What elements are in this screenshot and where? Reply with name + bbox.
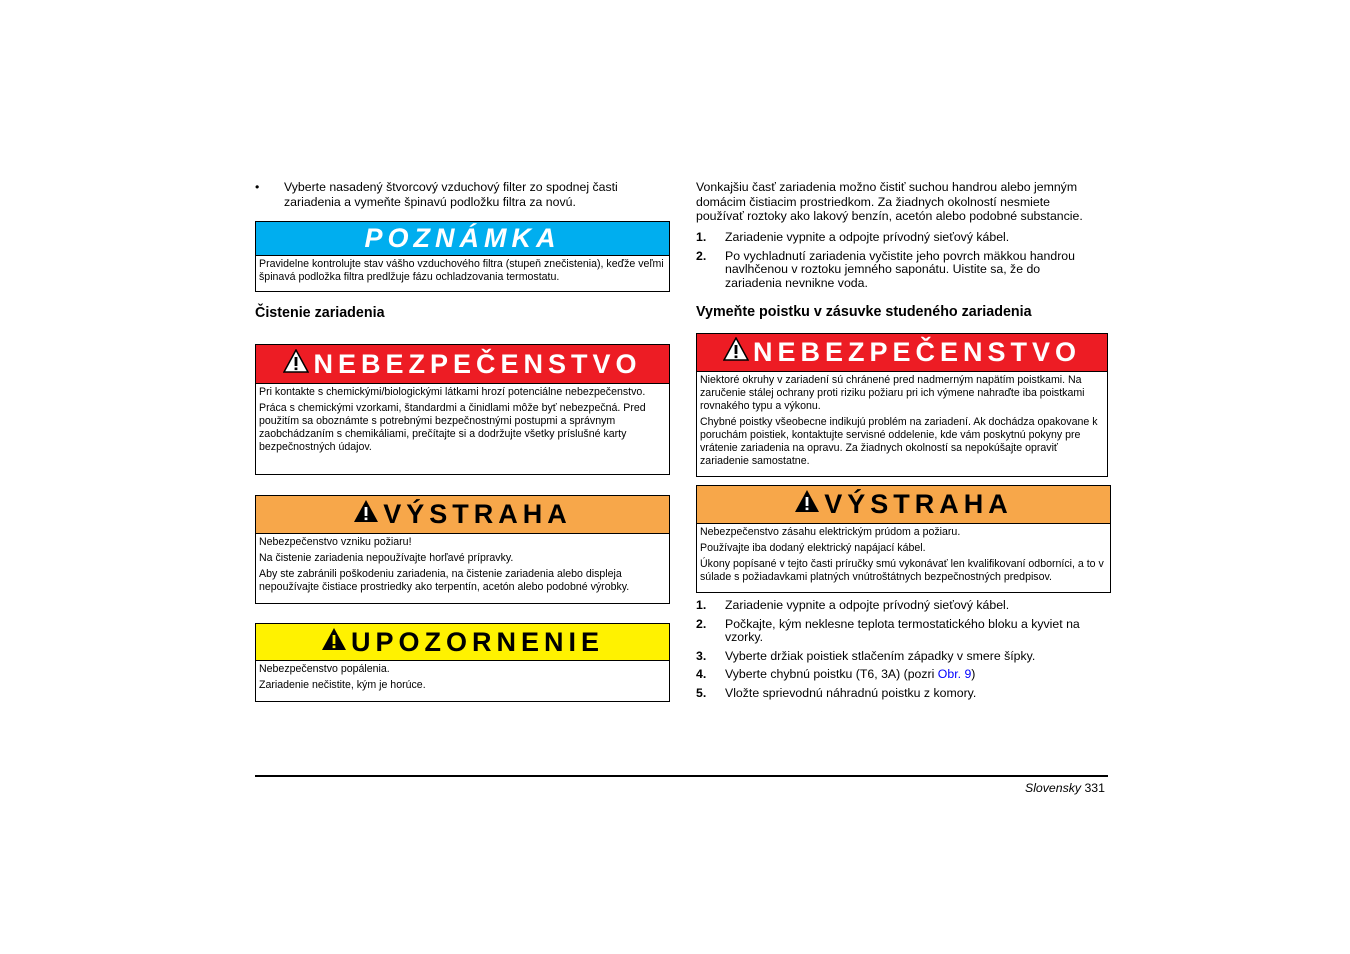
warning-line: Na čistenie zariadenia nepoužívajte horľavé prípravky.	[259, 552, 514, 564]
list-item	[696, 599, 1101, 613]
fuse-steps-list	[696, 599, 1101, 706]
note-title: POZNÁMKA	[256, 222, 669, 256]
caution-line: Zariadenie nečistite, kým je horúce.	[259, 679, 426, 691]
caution-line: Nebezpečenstvo popálenia.	[259, 663, 390, 675]
warning-line: Úkony popísané v tejto časti príručky smú vykonávať len kvalifikovaní odborníci, a to v súlade s požiadavkami platných vnútroštátnych bezpečnostných predpisov.	[700, 558, 1104, 583]
danger-body	[256, 384, 669, 460]
caution-body	[256, 661, 669, 698]
danger-line: Práca s chemickými vzorkami, štandardmi a činidlami môže byť nebezpečná. Pred použitím sa oboznámte s potrebnými bezpečnostnými postupmi a správnym zaobchádzaním s chemikáliami, prečítajte si a dodržujte všetky príslušné karty bezpečnostných údajov.	[259, 402, 646, 453]
list-item	[696, 668, 1101, 682]
bullet-text: Vyberte nasadený štvorcový vzduchový filter zo spodnej časti zariadenia a vymeňte špinavú podložku filtra za novú.	[284, 180, 618, 209]
clean-steps-list	[696, 231, 1101, 295]
list-item	[696, 650, 1101, 664]
step-text: Zariadenie vypnite a odpojte prívodný sieťový kábel.	[725, 230, 1010, 244]
note-line: Pravidelne kontrolujte stav vášho vzduchového filtra (stupeň znečistenia), keďže veľmi špinavá podložka filtra predlžuje fázu ochladzovania termostatu.	[259, 258, 664, 283]
warning-line: Nebezpečenstvo zásahu elektrickým prúdom a požiaru.	[700, 526, 961, 538]
warning-body	[697, 524, 1110, 590]
list-item	[696, 231, 1101, 245]
step-text: Vložte sprievodnú náhradnú poistku z komory.	[725, 685, 977, 700]
page-footer	[1025, 781, 1105, 795]
step-number: 2.	[696, 616, 707, 631]
danger-title: NEBEZPEČENSTVO	[256, 345, 669, 384]
section-heading-fuse: Vymeňte poistku v zásuvke studeného zariadenia	[696, 304, 1032, 320]
footer-language: Slovensky	[1025, 781, 1082, 795]
bullet-symbol: •	[255, 180, 260, 194]
warning-triangle-icon	[794, 489, 820, 520]
caution-title: UPOZORNENIE	[256, 624, 669, 661]
figure-link[interactable]: Obr. 9	[937, 667, 972, 682]
step-text: Po vychladnutí zariadenia vyčistite jeho povrch mäkkou handrou navlhčenou v roztoku jemného saponátu. Uistite sa, že do zariadenia nevnikne voda.	[725, 248, 1075, 290]
warning-triangle-icon	[283, 349, 309, 380]
danger-box	[255, 344, 670, 475]
list-item	[696, 618, 1101, 645]
warning-triangle-icon	[353, 499, 379, 530]
warning-body	[256, 534, 669, 600]
danger-title: NEBEZPEČENSTVO	[697, 334, 1107, 372]
step-number: 2.	[696, 248, 707, 263]
warning-title: VÝSTRAHA	[697, 486, 1110, 524]
step-text: Vyberte držiak poistiek stlačením západky v smere šípky.	[725, 648, 1036, 663]
warning-title: VÝSTRAHA	[256, 496, 669, 534]
step-number: 1.	[696, 598, 707, 612]
step-number: 4.	[696, 667, 707, 682]
page-number: 331	[1084, 781, 1105, 795]
warning-line: Aby ste zabránili poškodeniu zariadenia, na čistenie zariadenia alebo displeja nepoužívajte čistiace prostriedky ako terpentín, acetón alebo podobné výrobky.	[259, 568, 630, 593]
danger-line: Chybné poistky všeobecne indikujú problém na zariadení. Ak dochádza opakovane k poruchám poistiek, kontaktujte servisné oddelenie, kde vám poskytnú pokyny pre vrátenie zariadenia na opravu. Za žiadnych okolností sa nepokúšajte opraviť zariadenie samostatne.	[700, 416, 1098, 467]
danger-line: Niektoré okruhy v zariadení sú chránené pred nadmerným napätím poistkami. Na zaručenie stálej ochrany proti riziku požiaru pri ich výmene nahraďte iba poistkami rovnakého typu a výkonu.	[700, 374, 1085, 412]
list-item	[696, 687, 1101, 701]
warning-triangle-icon	[723, 337, 749, 368]
step-text: Vyberte chybnú poistku (T6, 3A) (pozri Obr. 9)	[725, 667, 976, 682]
section-heading-cleaning: Čistenie zariadenia	[255, 305, 385, 321]
footer-divider	[255, 775, 1108, 777]
caution-box	[255, 623, 670, 702]
step-number: 1.	[696, 230, 707, 244]
step-text: Počkajte, kým neklesne teplota termostatického bloku a kyviet na vzorky.	[725, 616, 1080, 645]
intro-paragraph: Vonkajšiu časť zariadenia možno čistiť suchou handrou alebo jemným domácim čistiacim prostriedkom. Za žiadnych okolností nesmiete používať roztoky ako lakový benzín, acetón alebo podobné substancie.	[696, 180, 1083, 224]
note-box	[255, 221, 670, 292]
step-number: 5.	[696, 685, 707, 700]
danger-box	[696, 333, 1108, 477]
danger-body	[697, 372, 1107, 474]
warning-triangle-icon	[321, 627, 347, 658]
warning-box	[255, 495, 670, 604]
warning-line: Používajte iba dodaný elektrický napájací kábel.	[700, 542, 926, 554]
step-text: Zariadenie vypnite a odpojte prívodný sieťový kábel.	[725, 598, 1010, 612]
note-body	[256, 256, 669, 290]
bullet-item	[255, 180, 654, 209]
step-number: 3.	[696, 648, 707, 663]
warning-line: Nebezpečenstvo vzniku požiaru!	[259, 536, 412, 548]
warning-box	[696, 485, 1111, 593]
list-item	[696, 250, 1101, 291]
danger-line: Pri kontakte s chemickými/biologickými látkami hrozí potenciálne nebezpečenstvo.	[259, 386, 646, 398]
